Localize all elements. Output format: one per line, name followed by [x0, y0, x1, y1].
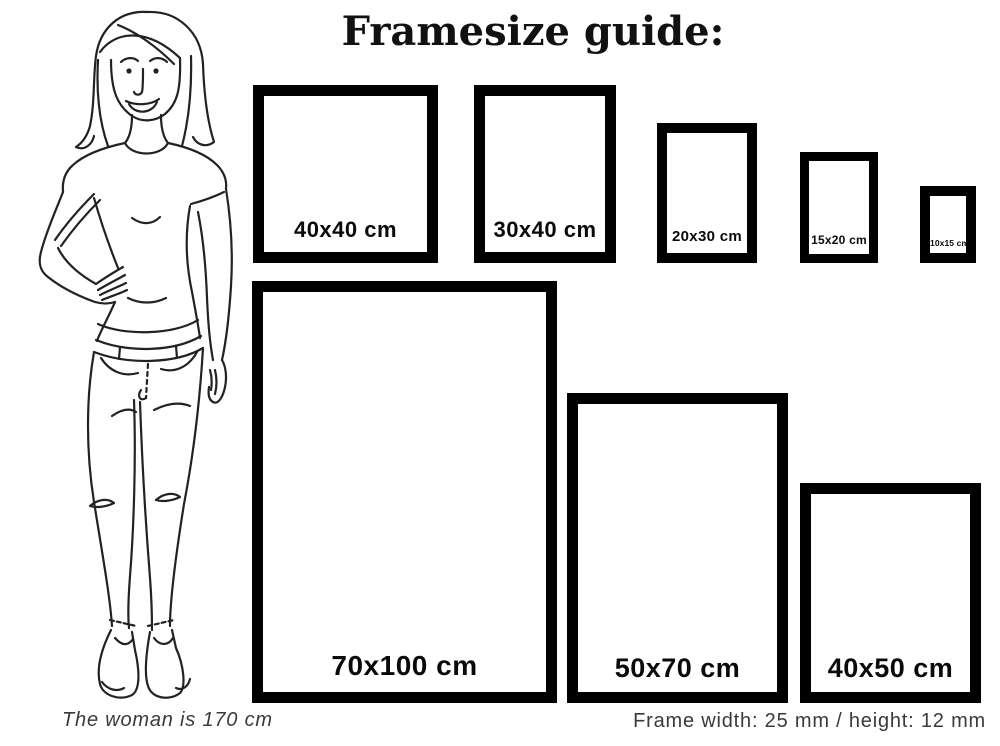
frame-30x40 [474, 85, 616, 263]
frame-size-label: 40x40 cm [293, 217, 398, 242]
frame-10x15 [920, 186, 976, 263]
frame-70x100 [252, 281, 557, 703]
footnote-frame-spec: Frame width: 25 mm / height: 12 mm [633, 710, 986, 732]
page-title: Framesize guide: [341, 8, 725, 55]
frame-20x30 [657, 123, 757, 263]
frame-size-label: 50x70 cm [614, 653, 741, 683]
frame-50x70 [567, 393, 788, 703]
frame-size-label: 70x100 cm [331, 650, 478, 681]
woman-illustration [28, 6, 240, 708]
footnote-woman-height: The woman is 170 cm [62, 709, 273, 731]
frame-40x40 [253, 85, 438, 263]
frame-40x50 [800, 483, 981, 703]
frame-size-label: 15x20 cm [811, 233, 867, 247]
frame-size-label: 10x15 cm [930, 238, 970, 248]
frame-size-label: 20x30 cm [672, 228, 742, 245]
frame-size-label: 30x40 cm [493, 217, 597, 242]
frame-size-label: 40x50 cm [827, 653, 954, 683]
frame-15x20 [800, 152, 878, 263]
